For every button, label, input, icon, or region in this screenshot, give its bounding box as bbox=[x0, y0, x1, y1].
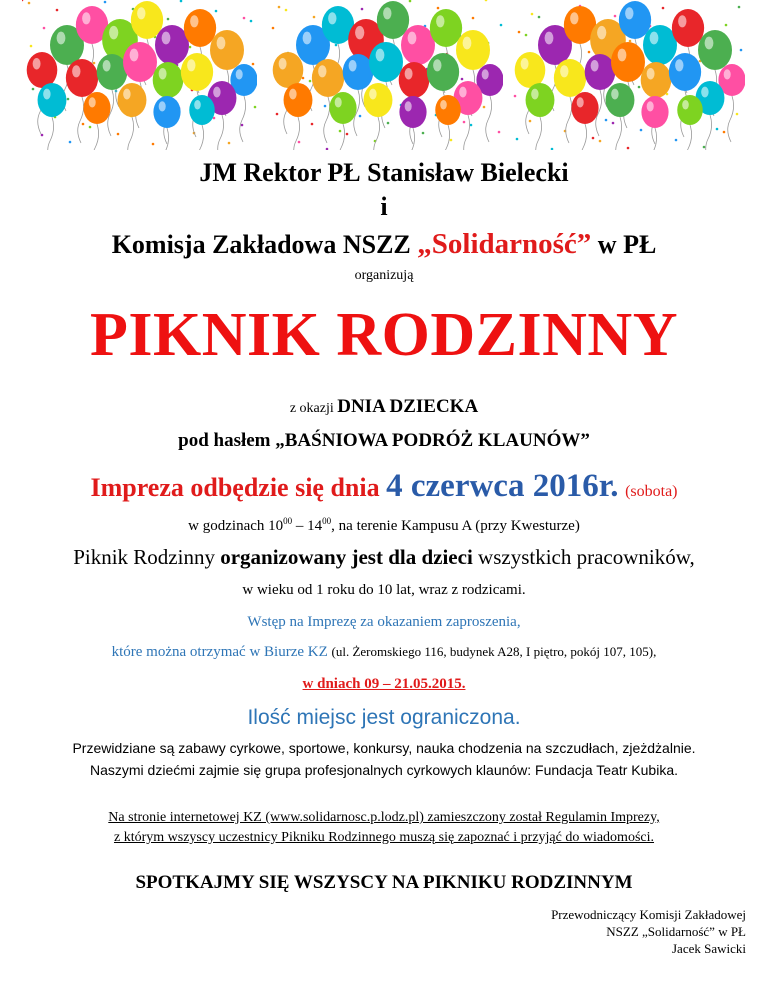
hours-sup: 00 bbox=[283, 516, 293, 526]
event-date-line bbox=[0, 468, 768, 505]
organizer-union bbox=[0, 228, 768, 261]
hours-sup: 00 bbox=[322, 516, 332, 526]
slogan: pod hasłem „BAŚNIOWA PODRÓŻ KLAUNÓW” bbox=[178, 430, 590, 451]
balloons-illustration bbox=[268, 0, 503, 150]
union-suffix: w PŁ bbox=[591, 230, 657, 259]
occasion-prefix: z okazji bbox=[289, 401, 338, 416]
limited-places: Ilość miejsc jest ograniczona. bbox=[247, 706, 521, 729]
event-hours bbox=[0, 516, 768, 535]
union-name: Komisja Zakładowa NSZZ bbox=[111, 230, 418, 259]
solidarnosc-name: „Solidarność” bbox=[417, 228, 592, 260]
hours-text: – 14 bbox=[292, 518, 323, 534]
audience-text: wszystkich pracowników, bbox=[472, 545, 695, 569]
audience-bold: organizowany jest dla dzieci bbox=[220, 545, 473, 569]
conjunction: i bbox=[380, 192, 388, 221]
occasion-name: DNIA DZIECKA bbox=[337, 396, 479, 417]
organizer-rector: JM Rektor PŁ Stanisław Bielecki bbox=[199, 158, 569, 187]
audience bbox=[0, 545, 768, 570]
balloons-illustration bbox=[22, 0, 257, 150]
event-day: (sobota) bbox=[625, 483, 678, 500]
regulations-line: z którym wszyscy uczestnicy Pikniku Rodzinnego muszą się zapoznać i przyjąć do wiadomości. bbox=[113, 830, 655, 845]
regulations-line: Na stronie internetowej KZ (www.solidarnosc.p.lodz.pl) zamieszczony został Regulamin Imprezy, bbox=[108, 810, 660, 825]
audience-text: Piknik Rodzinny bbox=[73, 545, 221, 569]
hours-text: , na terenie Kampusu A (przy Kwesturze) bbox=[331, 518, 580, 534]
invitation-location bbox=[0, 644, 768, 661]
signature-name: Jacek Sawicki bbox=[671, 941, 746, 956]
entry-info: Wstęp na Imprezę za okazaniem zaproszenia, bbox=[247, 614, 521, 630]
signature-org: NSZZ „Solidarność” w PŁ bbox=[606, 924, 746, 939]
location-address: (ul. Żeromskiego 116, budynek A28, I piętro, pokój 107, 105), bbox=[331, 644, 657, 659]
location-text: które można otrzymać w Biurze KZ bbox=[111, 644, 332, 660]
event-date: 4 czerwca 2016r. bbox=[386, 468, 619, 504]
event-prefix: Impreza odbędzie się dnia bbox=[90, 473, 387, 502]
activities-line: Przewidziane są zabawy cyrkowe, sportowe, konkursy, nauka chodzenia na szczudłach, zjeżdżalnie. bbox=[72, 740, 696, 756]
activities-line: Naszymi dziećmi zajmie się grupa profesjonalnych cyrkowych klaunów: Fundacja Teatr Kubika. bbox=[90, 762, 678, 778]
occasion bbox=[0, 396, 768, 418]
organize-text: organizują bbox=[354, 268, 414, 283]
hours-text: w godzinach 10 bbox=[188, 518, 284, 534]
age-range: w wieku od 1 roku do 10 lat, wraz z rodzicami. bbox=[242, 582, 526, 598]
signature-title: Przewodniczący Komisji Zakładowej bbox=[551, 907, 746, 922]
closing-slogan: SPOTKAJMY SIĘ WSZYSCY NA PIKNIKU RODZINNYM bbox=[135, 872, 633, 893]
invitation-dates: w dniach 09 – 21.05.2015. bbox=[302, 676, 466, 692]
balloons-illustration bbox=[510, 0, 745, 150]
page-title: PIKNIK RODZINNY bbox=[90, 301, 678, 369]
